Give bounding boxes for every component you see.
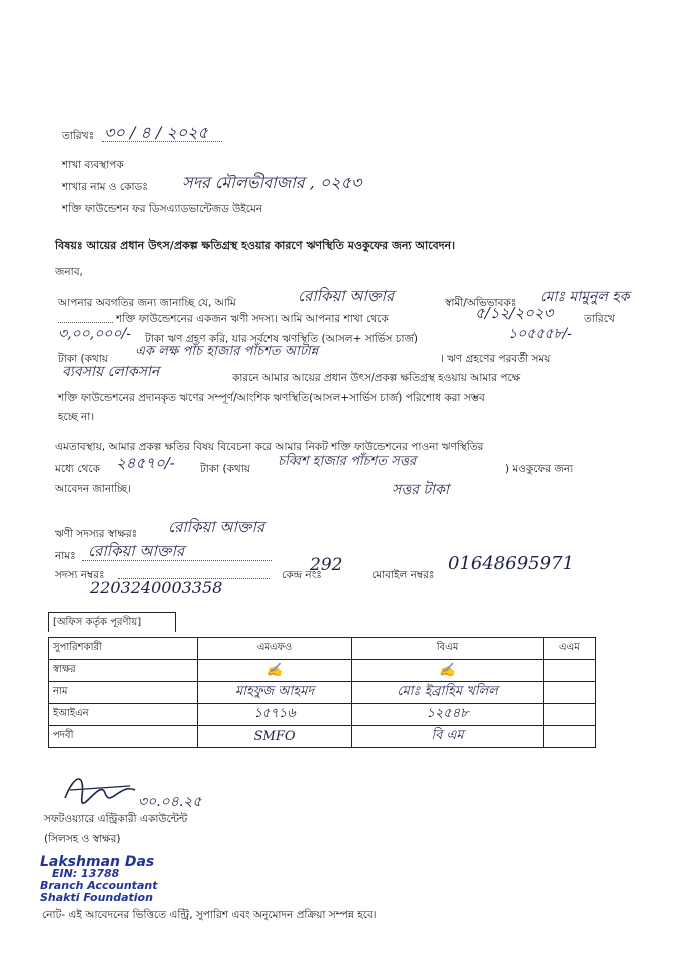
footer-note: নোট- এই আবেদনের ভিত্তিতে এন্ট্রি, সুপারিশ এবং অনুমোদন প্রক্রিয়া সম্পন্ন হবে। <box>42 909 377 921</box>
row-label: নাম <box>49 682 198 704</box>
body-text: টাকা ঋণ গ্রহণ করি, যার সর্বশেষ ঋণস্থিতি (আসল+ সার্ভিস চার্জ) <box>145 333 419 345</box>
body-text: ) মওকুফের জন্য <box>505 463 574 475</box>
am-ein <box>543 704 595 726</box>
accountant-stamp <box>40 856 157 904</box>
header-am: এএম <box>543 638 595 660</box>
recommendation-table <box>48 637 596 748</box>
date-value: ৩০ / ৪ / ২০২৫ <box>104 123 208 142</box>
member-number-value: 2203240003358 <box>90 578 223 597</box>
member-number-label: সদস্য নম্বরঃ <box>55 569 105 581</box>
am-signature <box>543 660 595 682</box>
body-text: আপনার অবগতির জন্য জানাচ্ছি যে, আমি <box>58 297 236 309</box>
body-text: হচ্ছে না। <box>58 411 95 423</box>
member-sign-label: ঋণী সদস্যর স্বাক্ষরঃ <box>55 528 138 540</box>
bm-signature: ✍ <box>352 660 544 682</box>
mfo-ein: ১৫৭১৬ <box>198 704 352 726</box>
date-label: তারিখঃ <box>62 130 95 142</box>
body-text: শক্তি ফাউন্ডেশনের প্রদানকৃত ঋণের সম্পূর্ণ/আংশিক ঋণস্থিতি(আসল+সার্ভিস চার্জ) পরিশোধ করা সম্ভব <box>58 392 485 404</box>
body-text: টাকা (কথায় <box>58 353 108 365</box>
member-name-label: নামঃ <box>55 550 76 562</box>
body-text: এমতাবস্থায়, আমার প্রকল্প ক্ষতির বিষয় বিবেচনা করে আমার নিকট শক্তি ফাউন্ডেশনের পাওনা ঋণস্থিতির <box>55 441 484 453</box>
center-value: 292 <box>310 555 343 575</box>
row-label: ইআইএন <box>49 704 198 726</box>
center-label: কেন্দ্র নংঃ <box>282 569 322 581</box>
header-recommender: সুপারিশকারী <box>49 638 198 660</box>
mobile-value: 01648695971 <box>448 553 574 574</box>
reason-handwritten: ব্যবসায় লোকসান <box>62 364 160 380</box>
outstanding-handwritten: ১০৫৫৫৮/- <box>508 326 572 342</box>
dotted-line <box>82 560 272 561</box>
row-label: স্বাক্ষর <box>49 660 198 682</box>
stamp-name: Lakshman Das <box>40 854 155 870</box>
member-name-value: রোকিয়া আক্তার <box>88 542 185 560</box>
stamp-ein: EIN: 13788 <box>52 867 120 880</box>
loan-amount-handwritten: ৩,০০,০০০/- <box>58 326 131 342</box>
stamp-role: Branch Accountant <box>40 879 158 892</box>
mfo-designation: SMFO <box>198 726 352 748</box>
accountant-signature <box>60 768 140 808</box>
mfo-name: মাহফুজ আহমদ <box>198 682 352 704</box>
bm-ein: ১২৫৪৮ <box>352 704 544 726</box>
table-row <box>49 726 596 748</box>
mfo-signature: ✍ <box>198 660 352 682</box>
bm-designation: বি এম <box>352 726 544 748</box>
body-text: শক্তি ফাউন্ডেশনের একজন ঋণী সদস্য। আমি আপনার শাখা থেকে <box>116 313 389 325</box>
date-underline <box>102 141 222 142</box>
extra-handwritten: সত্তর টাকা <box>392 482 449 498</box>
accountant-title: সফটওয়্যারে এন্ট্রিকারী একাউন্টেন্ট <box>44 813 188 825</box>
table-header-row <box>49 638 596 660</box>
branch-value: সদর মৌলভীবাজার , ০২৫৩ <box>182 173 362 192</box>
am-designation <box>543 726 595 748</box>
branch-label: শাখার নাম ও কোডঃ <box>62 181 148 193</box>
office-use-label: [অফিস কর্তৃক পূরণীয়] <box>48 612 176 632</box>
body-text: টাকা (কথায় <box>200 463 250 475</box>
bm-name: মোঃ ইব্রাহিম খলিল <box>352 682 544 704</box>
body-text: । ঋণ গ্রহণের পরবর্তী সময় <box>440 353 551 365</box>
accountant-subtitle: (সিলসহ ও স্বাক্ষর) <box>44 833 121 845</box>
am-name <box>543 682 595 704</box>
body-text: কারনে আমার আয়ের প্রধান উৎস/প্রকল্প ক্ষতিগ্রস্থ হওয়ায় আমার পক্ষে <box>232 372 521 384</box>
member-name-handwritten: রোকিয়া আক্তার <box>298 287 395 305</box>
mobile-label: মোবাইল নম্বরঃ <box>372 569 435 581</box>
header-mfo: এমএফও <box>198 638 352 660</box>
loan-date-handwritten: ৫/১২/২০২৩ <box>475 304 554 322</box>
waiver-amount-handwritten: ২৪৫৭০/- <box>116 454 175 472</box>
member-signature: রোকিয়া আক্তার <box>168 518 265 536</box>
outstanding-words-handwritten: এক লক্ষ পাঁচ হাজার পাঁচশত আটান্ন <box>135 344 319 359</box>
header-bm: বিএম <box>352 638 544 660</box>
waiver-words-handwritten: চব্বিশ হাজার পাঁচশত সত্তর <box>278 454 417 469</box>
guardian-handwritten: মোঃ মামুনুল হক <box>540 289 630 305</box>
accountant-date: ৩০.০৪.২৫ <box>138 794 202 810</box>
body-text: স্বামী/অভিভাবকঃ <box>445 297 517 309</box>
table-row <box>49 704 596 726</box>
table-row <box>49 682 596 704</box>
body-text: তারিখে <box>584 313 615 325</box>
row-label: পদবী <box>49 726 198 748</box>
stamp-org: Shakti Foundation <box>40 891 153 904</box>
body-text: মধ্যে থেকে <box>55 463 100 475</box>
salutation: জনাব, <box>55 266 83 278</box>
body-text: আবেদন জানাচ্ছি। <box>55 483 131 495</box>
subject-line: বিষয়ঃ আয়ের প্রধান উৎস/প্রকল্প ক্ষতিগ্রস্থ হওয়ার কারণে ঋণস্থিতি মওকুফের জন্য আবেদন। <box>55 239 456 252</box>
addressee-title: শাখা ব্যবস্থাপক <box>62 159 124 171</box>
table-row <box>49 660 596 682</box>
organization-name: শক্তি ফাউন্ডেশন ফর ডিসএ্যাডভান্টেজড উইমেন <box>62 203 263 215</box>
